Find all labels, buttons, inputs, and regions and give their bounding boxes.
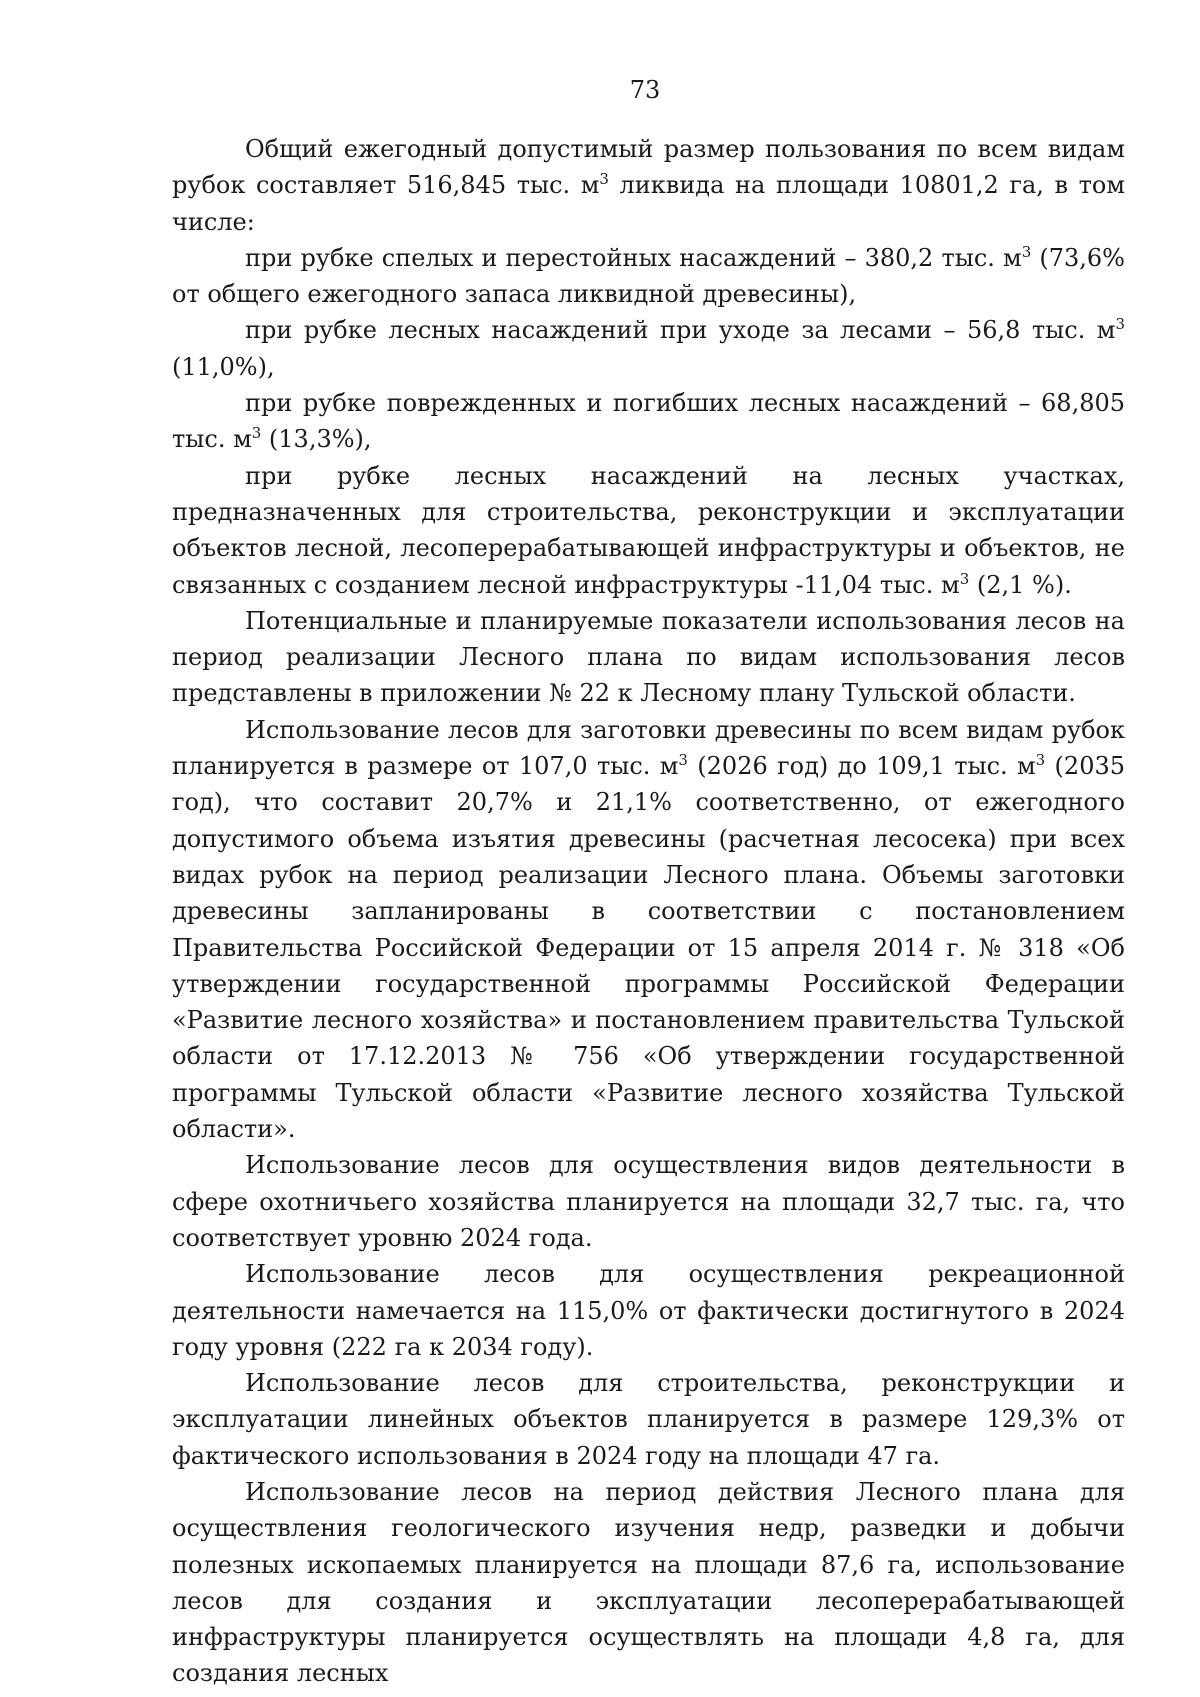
paragraph-text: Потенциальные и планируемые показатели использования лесов на период реализации Лесного плана по видам использования лесов представлены в приложении № 22 к Лесному плану Тульской области.	[172, 606, 1125, 708]
paragraph-potential-indicators	[172, 603, 1125, 712]
superscript: 3	[959, 569, 970, 588]
paragraph-text: при рубке лесных насаждений на лесных участках, предназначенных для строительства, реконструкции и эксплуатации объектов лесной, лесоперерабатывающей инфраструктуры и объектов, не связанных с созданием лесной инфраструктуры -11,04 тыс. м	[172, 461, 1125, 599]
paragraph-text: при рубке лесных насаждений при уходе за лесами – 56,8 тыс. м	[245, 316, 1116, 345]
paragraph-construction-plots	[172, 458, 1125, 603]
paragraph-text: Использование лесов для строительства, реконструкции и эксплуатации линейных объектов планируется в размере 129,3% от фактического использования в 2024 году на площади 47 га.	[172, 1369, 1125, 1470]
paragraph-text: Использование лесов на период действия Лесного плана для осуществления геологического изучения недр, разведки и добычи полезных ископаемых планируется на площади 87,6 га, использование лесов для создания и эксплуатации лесоперерабатывающей инфраструктуры планируется осуществлять на площади 4,8 га, для создания лесных	[172, 1477, 1125, 1688]
superscript: 3	[678, 751, 688, 770]
paragraph-hunting	[172, 1147, 1125, 1256]
paragraph-text: (73,6% от общего ежегодного запаса ликвидной древесины),	[172, 243, 1125, 309]
paragraph-recreation	[172, 1256, 1125, 1365]
paragraph-damaged-stands	[172, 385, 1125, 458]
paragraph-text: Общий ежегодный допустимый размер пользования по всем видам рубок составляет 516,845 тыс. м	[172, 135, 1125, 200]
paragraph-geological	[172, 1474, 1125, 1692]
paragraph-text: Использование лесов для осуществления рекреационной деятельности намечается на 115,0% от фактически достигнутого в 2024 году уровня (222 га к 2034 году).	[172, 1260, 1125, 1361]
paragraph-forest-care	[172, 312, 1125, 385]
paragraph-total-allowable-volume	[172, 131, 1125, 240]
superscript: 3	[1035, 751, 1046, 770]
superscript: 3	[599, 170, 609, 189]
paragraph-text: Использование лесов для заготовки древесины по всем видам рубок планируется в размере от 107,0 тыс. м	[172, 715, 1125, 781]
paragraph-text: (2026 год) до 109,1 тыс. м	[687, 752, 1036, 781]
paragraph-mature-stands	[172, 240, 1125, 313]
paragraph-text: (2035 год), что составит 20,7% и 21,1% соответственно, от ежегодного допустимого объема изъятия древесины (расчетная лесосека) при всех видах рубок на период реализации Лесного плана. Объемы заготовки древесины запланированы в соответствии с постановлением Правительства Российской Федерации от 15 апреля 2014 г. № 318 «Об утверждении государственной программы Российской Федерации «Развитие лесного хозяйства» и постановлением правительства Тульской области от 17.12.2013 № 756 «Об утверждении государственной программы Тульской области «Развитие лесного хозяйства Тульской области».	[172, 752, 1126, 1144]
paragraph-timber-harvesting	[172, 712, 1125, 1148]
document-body	[172, 131, 1125, 1692]
paragraph-text: при рубке спелых и перестойных насаждений – 380,2 тыс. м	[245, 243, 1022, 272]
paragraph-text: (13,3%),	[261, 425, 372, 454]
superscript: 3	[251, 424, 262, 443]
paragraph-text: ликвида на площади 10801,2 га, в том числе:	[172, 171, 1126, 236]
paragraph-text: при рубке поврежденных и погибших лесных насаждений – 68,805 тыс. м	[172, 389, 1125, 454]
superscript: 3	[1115, 315, 1125, 334]
superscript: 3	[1021, 242, 1032, 261]
paragraph-text: Использование лесов для осуществления видов деятельности в сфере охотничьего хозяйства планируется на площади 32,7 тыс. га, что соответствует уровню 2024 года.	[172, 1151, 1125, 1252]
paragraph-text: (2,1 %).	[969, 570, 1072, 599]
paragraph-linear-objects	[172, 1365, 1125, 1474]
page-number: 73	[629, 76, 661, 104]
paragraph-text: (11,0%),	[172, 352, 275, 381]
